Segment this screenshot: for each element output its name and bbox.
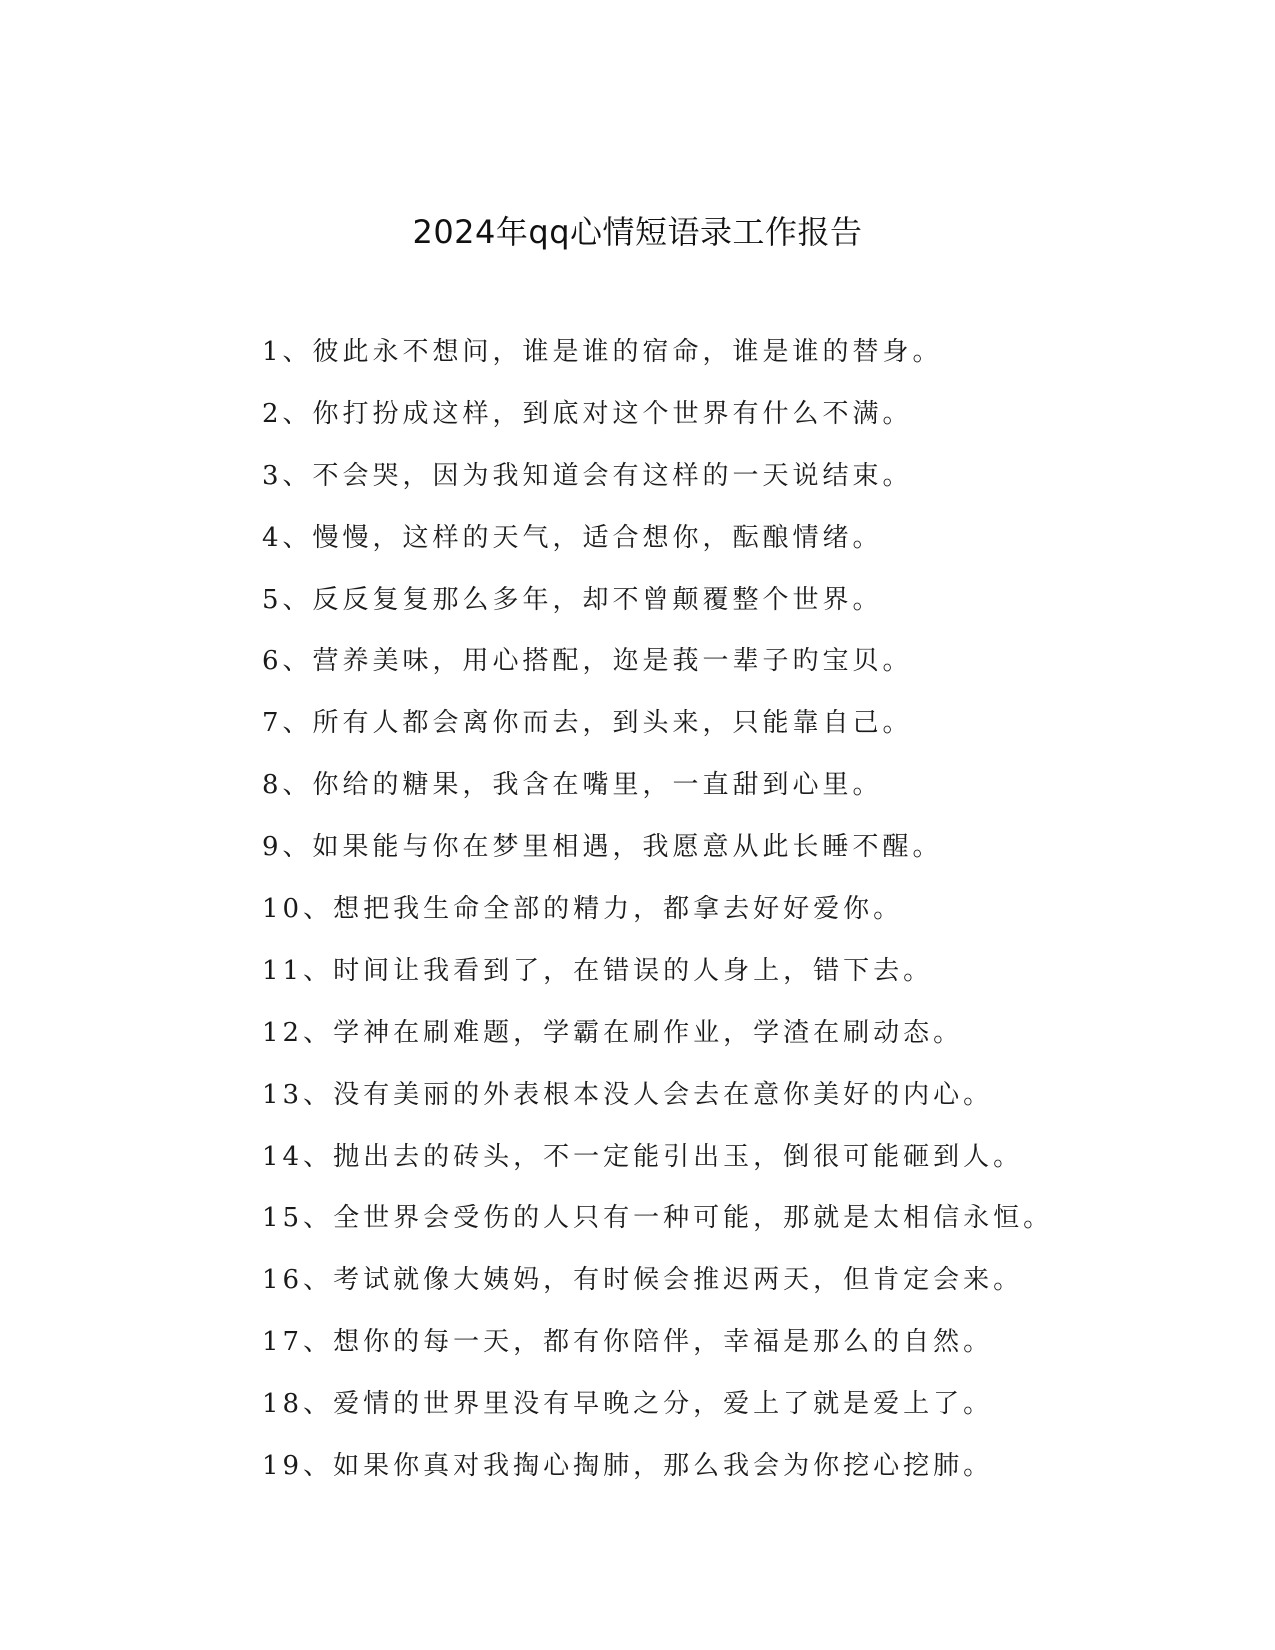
- list-item: 19、如果你真对我掏心掏肺，那么我会为你挖心挖肺。: [262, 1451, 994, 1482]
- list-item: 4、慢慢，这样的天气，适合想你，酝酿情绪。: [262, 522, 883, 553]
- list-item: 11、时间让我看到了，在错误的人身上，错下去。: [262, 955, 934, 986]
- list-item: 9、如果能与你在梦里相遇，我愿意从此长睡不醒。: [262, 832, 943, 863]
- list-item: 2、你打扮成这样，到底对这个世界有什么不满。: [262, 398, 913, 429]
- list-item: 15、全世界会受伤的人只有一种可能，那就是太相信永恒。: [262, 1203, 1054, 1234]
- quote-list: [262, 330, 1222, 1506]
- list-item: 13、没有美丽的外表根本没人会去在意你美好的内心。: [262, 1079, 994, 1110]
- list-item: 17、想你的每一天，都有你陪伴，幸福是那么的自然。: [262, 1327, 994, 1358]
- list-item: 10、想把我生命全部的精力，都拿去好好爱你。: [262, 894, 904, 925]
- list-item: 3、不会哭，因为我知道会有这样的一天说结束。: [262, 460, 913, 491]
- list-item: 6、营养美味，用心搭配，迩是莪一辈子旳宝贝。: [262, 646, 913, 677]
- list-item: 8、你给的糖果，我含在嘴里，一直甜到心里。: [262, 770, 883, 801]
- list-item: 18、爱情的世界里没有早晚之分，爱上了就是爱上了。: [262, 1389, 994, 1420]
- list-item: 1、彼此永不想问，谁是谁的宿命，谁是谁的替身。: [262, 337, 943, 367]
- list-item: 14、抛出去的砖头，不一定能引出玉，倒很可能砸到人。: [262, 1141, 1024, 1172]
- list-item: 16、考试就像大姨妈，有时候会推迟两天，但肯定会来。: [262, 1265, 1024, 1296]
- page-title: 2024年qq心情短语录工作报告: [412, 213, 863, 251]
- list-item: 12、学神在刷难题，学霸在刷作业，学渣在刷动态。: [262, 1017, 964, 1048]
- list-item: 5、反反复复那么多年，却不曾颠覆整个世界。: [262, 584, 883, 615]
- list-item: 7、所有人都会离你而去，到头来，只能靠自己。: [262, 708, 913, 739]
